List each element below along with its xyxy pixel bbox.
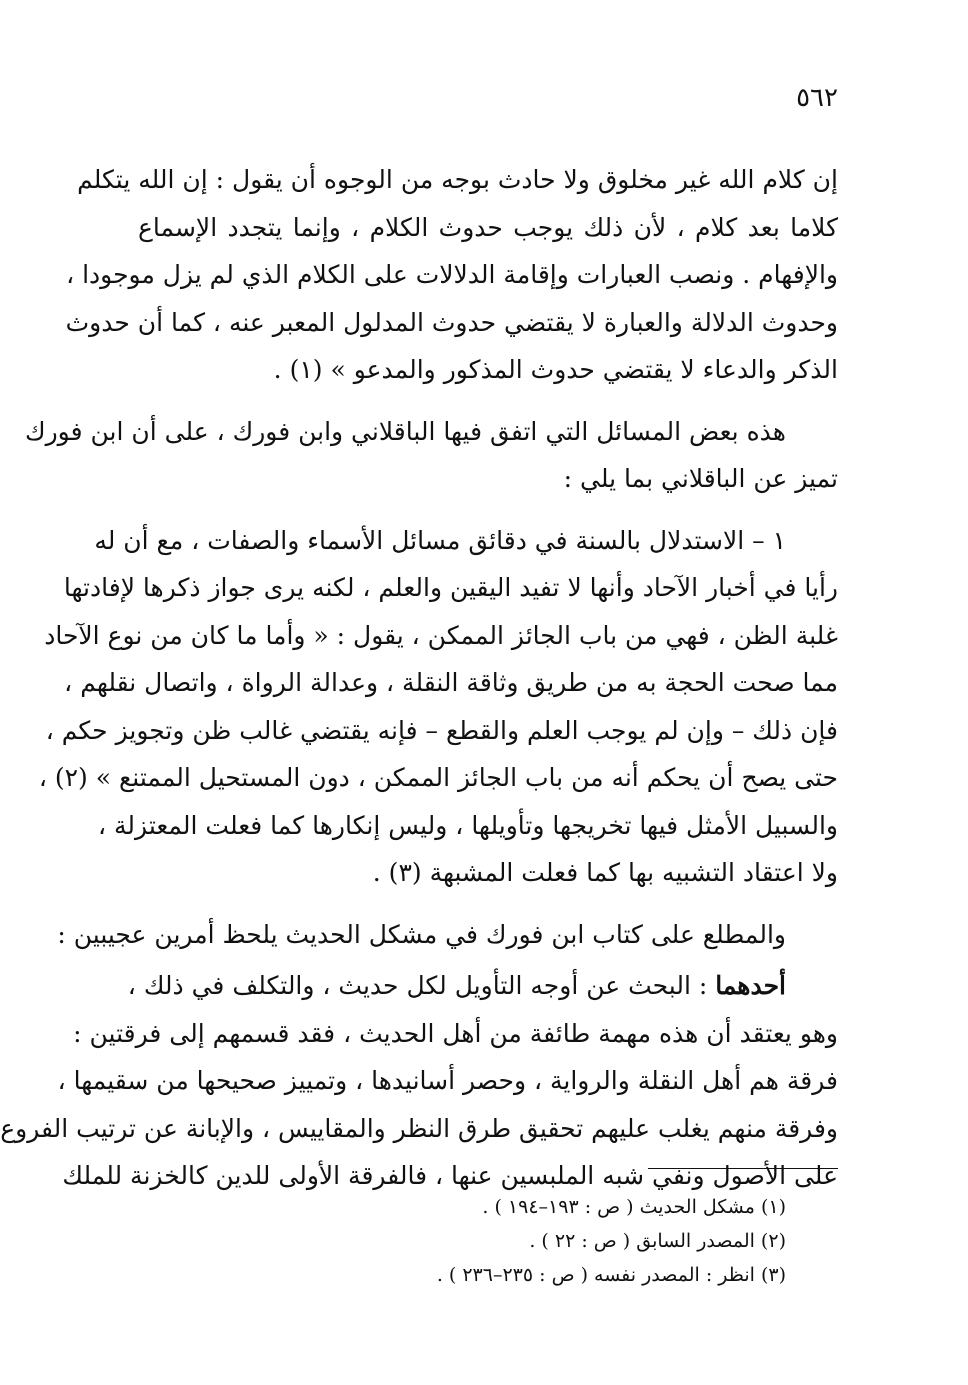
text-line: وحدوث الدلالة والعبارة لا يقتضي حدوث المدلول المعبر عنه ، كما أن حدوث — [65, 307, 838, 337]
text-line: مما صحت الحجة به من طريق وثاقة النقلة ، وعدالة الرواة ، واتصال نقلهم ، — [64, 668, 838, 697]
text-line: والسبيل الأمثل فيها تخريجها وتأويلها ، وليس إنكارها كما فعلت المعتزلة ، — [98, 810, 838, 840]
text-line: تميز عن الباقلاني بما يلي : — [563, 464, 838, 493]
text-line: وفرقة منهم يغلب عليهم تحقيق طرق النظر والمقاييس ، والإبانة عن ترتيب الفروع — [0, 1113, 838, 1143]
text-line: والمطلع على كتاب ابن فورك في مشكل الحديث يلحظ أمرين عجيبين : — [57, 919, 786, 949]
page-number: ٥٦٢ — [796, 83, 838, 113]
paragraph-4 — [57, 911, 838, 959]
text-line — [127, 962, 838, 1010]
text-line: إن كلام الله غير مخلوق ولا حادث بوجه من الوجوه أن يقول : إن الله يتكلم — [77, 165, 838, 194]
text-line: هذه بعض المسائل التي اتفق فيها الباقلاني وابن فورك ، على أن ابن فورك — [25, 416, 786, 446]
text-line: حتى يصح أن يحكم أنه من باب الجائز الممكن ، دون المستحيل الممتنع » (٢) ، — [38, 763, 838, 792]
footnote-3: (٣) انظر : المصدر نفسه ( ص : ٢٣٥–٢٣٦ ) . — [436, 1264, 786, 1286]
text-line: كلاما بعد كلام ، لأن ذلك يوجب حدوث الكلام ، وإنما يتجدد الإسماع — [138, 212, 838, 242]
text-line: وهو يعتقد أن هذه مهمة طائفة من أهل الحديث ، فقد قسمهم إلى فرقتين : — [73, 1018, 838, 1048]
text-line: الذكر والدعاء لا يقتضي حدوث المذكور والمدعو » (١) . — [273, 355, 838, 384]
lead-word: أحدهما — [715, 971, 786, 1000]
footnote-1: (١) مشكل الحديث ( ص : ١٩٣–١٩٤ ) . — [482, 1196, 786, 1218]
page-body — [0, 78, 838, 1200]
text-line: فرقة هم أهل النقلة والرواية ، وحصر أسانيدها ، وتمييز صحيحها من سقيمها ، — [57, 1066, 838, 1095]
text-line: ولا اعتقاد التشبيه بها كما فعلت المشبهة (٣) . — [372, 858, 838, 887]
text-line: على الأصول ونفي شبه الملبسين عنها ، فالفرقة الأولى للدين كالخزنة للملك — [62, 1161, 838, 1190]
text-line: والإفهام . ونصب العبارات وإقامة الدلالات على الكلام الذي لم يزل موجودا ، — [66, 260, 838, 289]
text-line: رأيا في أخبار الآحاد وأنها لا تفيد اليقين والعلم ، لكنه يرى جواز ذكرها لإفادتها — [63, 573, 838, 602]
paragraph-3 — [38, 517, 838, 897]
footnote-list — [138, 1190, 838, 1292]
footnote-divider — [648, 1168, 838, 1169]
footnote-2: (٢) المصدر السابق ( ص : ٢٢ ) . — [529, 1230, 786, 1252]
text-line: فإن ذلك – وإن لم يوجب العلم والقطع – فإنه يقتضي غالب ظن وتجويز حكم ، — [45, 715, 838, 745]
paragraph-1 — [65, 156, 838, 394]
paragraph-2 — [25, 408, 838, 503]
text-line: ١ – الاستدلال بالسنة في دقائق مسائل الأسماء والصفات ، مع أن له — [94, 525, 786, 555]
text-fragment: : البحث عن أوجه التأويل لكل حديث ، والتكلف في ذلك ، — [127, 971, 716, 1000]
paragraph-5 — [0, 962, 838, 1200]
text-line: غلبة الظن ، فهي من باب الجائز الممكن ، يقول : « وأما ما كان من نوع الآحاد — [44, 620, 838, 650]
